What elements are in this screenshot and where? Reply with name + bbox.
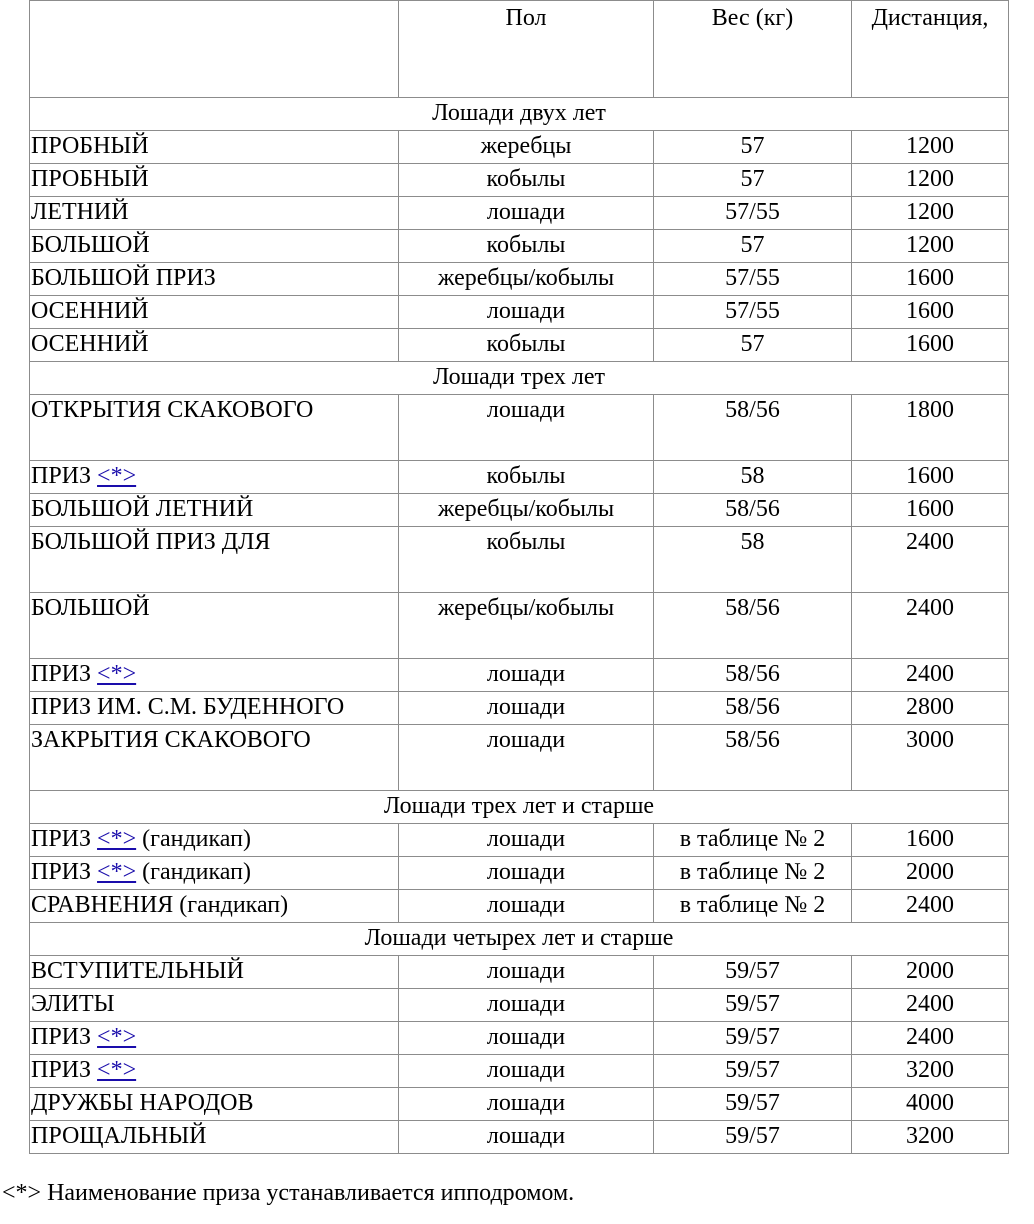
race-name: СРАВНЕНИЯ (гандикап) (30, 890, 399, 923)
race-distance: 1600 (852, 263, 1009, 296)
race-sex: лошади (399, 890, 654, 923)
header-race-name (30, 1, 399, 98)
race-name: ПРОЩАЛЬНЫЙ (30, 1121, 399, 1154)
footnote-text: <*> Наименование приза устанавливается ипподромом. (2, 1180, 575, 1206)
race-weight: в таблице № 2 (654, 824, 852, 857)
table-row (30, 659, 1009, 692)
group-title: Лошади четырех лет и старше (30, 923, 1009, 956)
table-row (30, 1121, 1009, 1154)
race-distance: 1200 (852, 230, 1009, 263)
race-name-cell (30, 824, 399, 857)
race-sex: кобылы (399, 527, 654, 593)
race-name: ПРИЗ ИМ. С.М. БУДЕННОГО (30, 692, 399, 725)
group-title: Лошади трех лет (30, 362, 1009, 395)
race-name: ОСЕННИЙ (30, 296, 399, 329)
race-weight: 57 (654, 329, 852, 362)
table-row (30, 824, 1009, 857)
table-row (30, 956, 1009, 989)
race-name: ПРИЗ (31, 826, 92, 852)
race-name: ПРОБНЫЙ (30, 131, 399, 164)
table-row (30, 593, 1009, 659)
race-weight: 58/56 (654, 494, 852, 527)
table-header-row (30, 1, 1009, 98)
race-weight: 57/55 (654, 197, 852, 230)
race-distance: 3000 (852, 725, 1009, 791)
race-sex: лошади (399, 395, 654, 461)
race-distance: 2400 (852, 527, 1009, 593)
race-weight: 57 (654, 164, 852, 197)
race-weight: 57 (654, 131, 852, 164)
race-sex: лошади (399, 857, 654, 890)
race-weight: 58/56 (654, 593, 852, 659)
race-distance: 4000 (852, 1088, 1009, 1121)
race-name: ПРИЗ (31, 1024, 92, 1050)
race-distance: 1600 (852, 461, 1009, 494)
race-weight: 59/57 (654, 1055, 852, 1088)
table-row (30, 296, 1009, 329)
race-name: ЛЕТНИЙ (30, 197, 399, 230)
table-row (30, 131, 1009, 164)
race-distance: 2000 (852, 857, 1009, 890)
footnote-link[interactable]: <*> (97, 463, 137, 489)
table-row (30, 692, 1009, 725)
race-distance: 2400 (852, 989, 1009, 1022)
race-sex: лошади (399, 296, 654, 329)
race-weight: 59/57 (654, 989, 852, 1022)
race-name: БОЛЬШОЙ ПРИЗ (30, 263, 399, 296)
race-distance: 2400 (852, 890, 1009, 923)
group-title: Лошади трех лет и старше (30, 791, 1009, 824)
race-distance: 2400 (852, 1022, 1009, 1055)
race-distance: 3200 (852, 1055, 1009, 1088)
race-sex: лошади (399, 824, 654, 857)
race-weight: 59/57 (654, 1121, 852, 1154)
table-row (30, 197, 1009, 230)
table-row (30, 890, 1009, 923)
race-distance: 2400 (852, 659, 1009, 692)
race-name-cell (30, 461, 399, 494)
header-weight: Вес (кг) (654, 1, 852, 98)
race-weight: 58 (654, 461, 852, 494)
footnote-link[interactable]: <*> (97, 1024, 137, 1050)
race-weight: 58 (654, 527, 852, 593)
race-sex: кобылы (399, 461, 654, 494)
table-row (30, 1088, 1009, 1121)
race-sex: лошади (399, 725, 654, 791)
race-name-suffix: (гандикап) (142, 826, 251, 852)
race-sex: лошади (399, 956, 654, 989)
table-row (30, 725, 1009, 791)
race-name: ПРИЗ (31, 463, 92, 489)
race-sex: лошади (399, 197, 654, 230)
race-distance: 1600 (852, 494, 1009, 527)
race-sex: кобылы (399, 230, 654, 263)
race-name: ОСЕННИЙ (30, 329, 399, 362)
race-sex: жеребцы (399, 131, 654, 164)
race-weight: 59/57 (654, 1022, 852, 1055)
race-distance: 1600 (852, 296, 1009, 329)
race-weight: 58/56 (654, 692, 852, 725)
race-distance: 2800 (852, 692, 1009, 725)
footnote-link[interactable]: <*> (97, 826, 137, 852)
race-weight: 59/57 (654, 1088, 852, 1121)
race-name: ЭЛИТЫ (30, 989, 399, 1022)
race-sex: жеребцы/кобылы (399, 263, 654, 296)
race-name-cell (30, 857, 399, 890)
group-row (30, 791, 1009, 824)
table-row (30, 527, 1009, 593)
race-name: ПРИЗ (31, 661, 92, 687)
table-row (30, 461, 1009, 494)
race-weight: 57 (654, 230, 852, 263)
group-row (30, 98, 1009, 131)
group-row (30, 362, 1009, 395)
race-name: ПРИЗ (31, 859, 92, 885)
race-name: ОТКРЫТИЯ СКАКОВОГО (30, 395, 399, 461)
race-name: БОЛЬШОЙ ПРИЗ ДЛЯ (30, 527, 399, 593)
race-sex: жеребцы/кобылы (399, 593, 654, 659)
table-row (30, 857, 1009, 890)
race-name: БОЛЬШОЙ (30, 593, 399, 659)
race-distance: 3200 (852, 1121, 1009, 1154)
table-row (30, 989, 1009, 1022)
race-name-cell (30, 659, 399, 692)
header-sex: Пол (399, 1, 654, 98)
race-sex: лошади (399, 1088, 654, 1121)
race-weight: в таблице № 2 (654, 857, 852, 890)
race-weight: 58/56 (654, 725, 852, 791)
race-distance: 1200 (852, 131, 1009, 164)
race-name-suffix: (гандикап) (142, 859, 251, 885)
race-sex: кобылы (399, 329, 654, 362)
race-sex: лошади (399, 989, 654, 1022)
table-row (30, 230, 1009, 263)
race-distance: 1200 (852, 197, 1009, 230)
race-name-cell (30, 1055, 399, 1088)
race-distance: 1200 (852, 164, 1009, 197)
table-row (30, 263, 1009, 296)
race-sex: лошади (399, 1022, 654, 1055)
race-name: ПРИЗ (31, 1057, 92, 1083)
footnote-link[interactable]: <*> (97, 661, 137, 687)
race-weight: 57/55 (654, 296, 852, 329)
race-name-cell (30, 1022, 399, 1055)
header-distance: Дистанция, (852, 1, 1009, 98)
race-distance: 1800 (852, 395, 1009, 461)
race-weight: 58/56 (654, 395, 852, 461)
race-sex: лошади (399, 659, 654, 692)
race-weight: 59/57 (654, 956, 852, 989)
race-name: ДРУЖБЫ НАРОДОВ (30, 1088, 399, 1121)
table-row (30, 164, 1009, 197)
race-name: ЗАКРЫТИЯ СКАКОВОГО (30, 725, 399, 791)
race-weight: 58/56 (654, 659, 852, 692)
race-name: БОЛЬШОЙ ЛЕТНИЙ (30, 494, 399, 527)
table-row (30, 494, 1009, 527)
race-distance: 2000 (852, 956, 1009, 989)
race-name: БОЛЬШОЙ (30, 230, 399, 263)
race-sex: кобылы (399, 164, 654, 197)
table-row (30, 1055, 1009, 1088)
table-row (30, 395, 1009, 461)
table-row (30, 329, 1009, 362)
race-name: ПРОБНЫЙ (30, 164, 399, 197)
race-sex: жеребцы/кобылы (399, 494, 654, 527)
footnote-link[interactable]: <*> (97, 859, 137, 885)
table-row (30, 1022, 1009, 1055)
races-table (29, 0, 1009, 1154)
race-name: ВСТУПИТЕЛЬНЫЙ (30, 956, 399, 989)
race-sex: лошади (399, 1121, 654, 1154)
group-title: Лошади двух лет (30, 98, 1009, 131)
race-distance: 1600 (852, 329, 1009, 362)
race-sex: лошади (399, 1055, 654, 1088)
group-row (30, 923, 1009, 956)
race-weight: 57/55 (654, 263, 852, 296)
race-weight: в таблице № 2 (654, 890, 852, 923)
race-sex: лошади (399, 692, 654, 725)
race-distance: 2400 (852, 593, 1009, 659)
footnote-link[interactable]: <*> (97, 1057, 137, 1083)
race-distance: 1600 (852, 824, 1009, 857)
